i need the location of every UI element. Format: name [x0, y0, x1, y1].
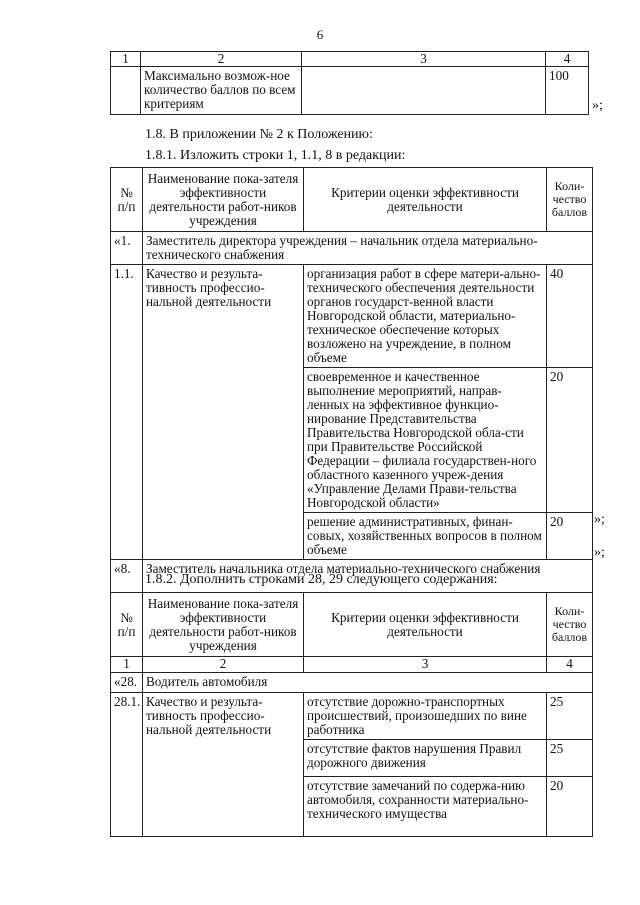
criterion-text: организация работ в сфере матери-ально-технического обеспечения деятельности органов государст-венной власти Новгородской области, материально-техническое обеспечение которых возложено на учреждение, в полном объеме [304, 265, 547, 368]
closing-quote: »; [594, 545, 605, 560]
table-top [110, 51, 589, 115]
row-number: «1. [111, 232, 143, 265]
paragraph-1-8: 1.8. В приложении № 2 к Положению: [145, 127, 373, 142]
max-score-value: 100 [546, 67, 589, 115]
header-criteria: Критерии оценки эффективности деятельности [304, 168, 547, 232]
row-number: «28. [111, 673, 143, 693]
criterion-points: 25 [547, 740, 593, 777]
criterion-points: 20 [547, 368, 593, 513]
header-points: Коли-чество баллов [547, 168, 593, 232]
criterion-text: отсутствие фактов нарушения Правил дорожного движения [304, 740, 547, 777]
row-title: Заместитель директора учреждения – начальник отдела материально-технического снабжения [143, 232, 593, 265]
col-number-4: 4 [547, 657, 593, 673]
paragraph-1-8-2: 1.8.2. Дополнить строками 28, 29 следующего содержания: [145, 572, 498, 587]
criterion-text: своевременное и качественное выполнение мероприятий, направ-ленных на эффективное функцио-нирование Представительства Правительства Новгородской обла-сти при Правительстве Российской Федерации – филиала государствен-ного областного казенного учреж-дения «Управление Делами Прави-тельства Новгородской области» [304, 368, 547, 513]
header-indicator: Наименование пока-зателя эффективности деятельности работ-ников учреждения [143, 168, 304, 232]
header-criteria: Критерии оценки эффективности деятельности [304, 593, 547, 657]
criterion-points: 25 [547, 693, 593, 740]
col-number-1: 1 [111, 52, 141, 67]
row-title: Заместитель начальника отдела материально-технического снабжения [143, 560, 593, 593]
closing-quote: »; [594, 512, 605, 527]
col-number-1: 1 [111, 657, 143, 673]
indicator-text: Качество и результа-тивность профессио-нальной деятельности [143, 265, 304, 560]
criterion-points: 40 [547, 265, 593, 368]
criterion-points: 20 [547, 513, 593, 560]
max-score-label: Максимально возмож-ное количество баллов по всем критериям [141, 67, 302, 115]
indicator-text: Качество и результа-тивность профессио-нальной деятельности [143, 693, 304, 837]
col-number-2: 2 [143, 657, 304, 673]
criterion-text: решение административных, финан-совых, хозяйственных вопросов в полном объеме [304, 513, 547, 560]
row-title: Водитель автомобиля [143, 673, 593, 693]
header-points: Коли-чество баллов [547, 593, 593, 657]
row-number: 28.1. [111, 693, 143, 837]
criterion-text: отсутствие дорожно-транспортных происшествий, произошедших по вине работника [304, 693, 547, 740]
col-number-3: 3 [304, 657, 547, 673]
header-number: № п/п [111, 168, 143, 232]
empty-cell [302, 67, 546, 115]
table-b [110, 592, 593, 837]
page-number: 6 [316, 27, 324, 42]
header-indicator: Наименование пока-зателя эффективности деятельности работ-ников учреждения [143, 593, 304, 657]
empty-cell [111, 67, 141, 115]
row-number: «8. [111, 560, 143, 593]
col-number-4: 4 [546, 52, 589, 67]
col-number-2: 2 [141, 52, 302, 67]
criterion-points: 20 [547, 777, 593, 837]
header-number: № п/п [111, 593, 143, 657]
row-number: 1.1. [111, 265, 143, 560]
table-a [110, 167, 593, 593]
criterion-text: отсутствие замечаний по содержа-нию автомобиля, сохранности материально-технического имущества [304, 777, 547, 837]
paragraph-1-8-1: 1.8.1. Изложить строки 1, 1.1, 8 в редакции: [145, 148, 406, 163]
col-number-3: 3 [302, 52, 546, 67]
closing-quote: »; [592, 98, 603, 113]
